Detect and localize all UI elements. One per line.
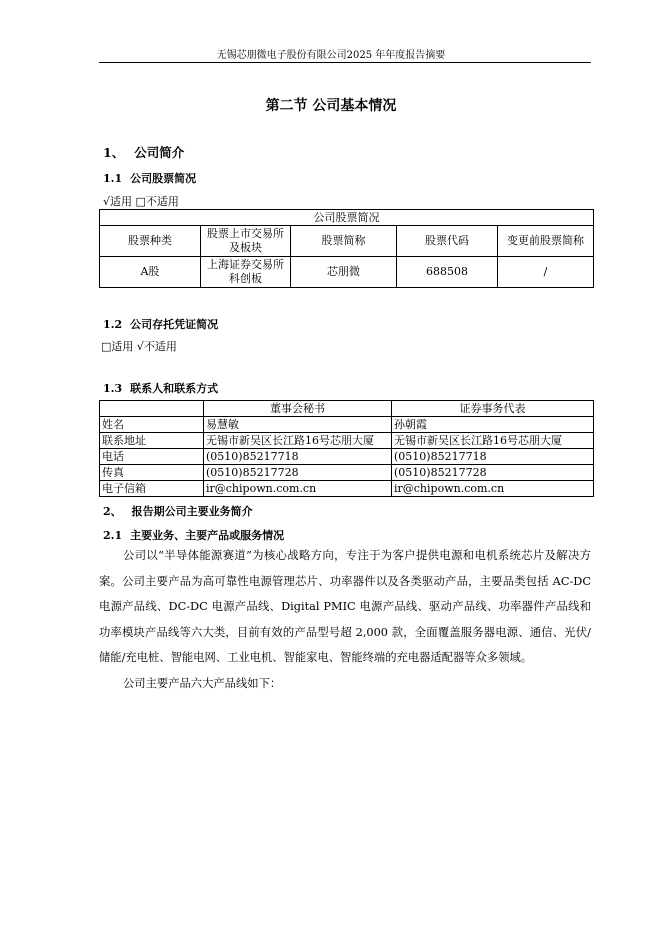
contact-label-email: 电子信箱 (100, 481, 204, 497)
heading-2-title: 报告期公司主要业务简介 (131, 505, 253, 518)
stock-header-short-name: 股票简称 (291, 226, 397, 257)
heading-2-1-num: 2.1 (103, 529, 123, 542)
stock-header-code: 股票代码 (397, 226, 498, 257)
heading-1-1 (103, 170, 196, 186)
header-rule (99, 62, 591, 63)
page-header: 无锡芯朋微电子股份有限公司2025 年年度报告摘要 (216, 50, 446, 61)
contact-secretary-email: ir@chipown.com.cn (204, 481, 392, 497)
contact-secretary-fax: (0510)85217728 (204, 465, 392, 481)
heading-1 (103, 143, 184, 161)
product-lines-intro: 公司主要产品六大产品线如下： (123, 676, 282, 690)
heading-1-title: 公司简介 (134, 145, 185, 160)
contact-representative-email: ir@chipown.com.cn (392, 481, 594, 497)
contact-table (99, 400, 594, 497)
contact-label-phone: 电话 (100, 449, 204, 465)
contact-secretary-name: 易慧敏 (204, 417, 392, 433)
heading-1-2-num: 1.2 (103, 318, 123, 331)
contact-header-blank (100, 401, 204, 417)
business-description (99, 543, 591, 696)
stock-header-exchange: 股票上市交易所及板块 (201, 226, 291, 257)
applicability-2: □适用 √不适用 (101, 340, 177, 353)
stock-table (99, 209, 594, 288)
heading-2-num: 2、 (103, 505, 122, 518)
contact-header-secretary: 董事会秘书 (204, 401, 392, 417)
heading-1-3-title: 联系人和联系方式 (130, 382, 219, 395)
business-paragraph: 公司以“半导体能源赛道”为核心战略方向，专注于为客户提供电源和电机系统芯片及解决方案。公司主要产品为高可靠性电源管理芯片、功率器件以及各类驱动产品，主要品类包括 AC-DC 电源产品线、DC-DC 电源产品线、Digital PMIC 电源产品线、驱动产品线、功率器件产品线和功率模块产品线等六大类，目前有效的产品型号超 2,000 款，全面覆盖服务器电源、通信、光伏/储能/充电桩、智能电网、工业电机、智能家电、智能终端的充电器适配器等众多领域。 (99, 549, 591, 664)
contact-label-name: 姓名 (100, 417, 204, 433)
heading-1-2 (103, 316, 218, 332)
stock-header-former-name: 变更前股票简称 (498, 226, 594, 257)
contact-secretary-phone: (0510)85217718 (204, 449, 392, 465)
applicability-1: √适用 □不适用 (103, 195, 179, 208)
section-title: 第二节 公司基本情况 (265, 98, 397, 114)
contact-header-representative: 证券事务代表 (392, 401, 594, 417)
stock-cell-type: A股 (100, 257, 201, 288)
stock-cell-former-name: / (498, 257, 594, 288)
stock-table-caption: 公司股票简况 (100, 210, 594, 226)
heading-2 (103, 503, 253, 519)
heading-1-num: 1、 (103, 145, 125, 160)
heading-1-2-title: 公司存托凭证简况 (130, 318, 219, 331)
heading-1-3 (103, 380, 218, 396)
heading-1-3-num: 1.3 (103, 382, 123, 395)
stock-cell-short-name: 芯朋微 (291, 257, 397, 288)
contact-representative-fax: (0510)85217728 (392, 465, 594, 481)
contact-representative-name: 孙朝霞 (392, 417, 594, 433)
heading-1-1-num: 1.1 (103, 172, 123, 185)
heading-2-1-title: 主要业务、主要产品或服务情况 (130, 529, 285, 542)
stock-header-type: 股票种类 (100, 226, 201, 257)
contact-label-fax: 传真 (100, 465, 204, 481)
heading-1-1-title: 公司股票简况 (130, 172, 197, 185)
contact-label-address: 联系地址 (100, 433, 204, 449)
contact-representative-address: 无锡市新吴区长江路16号芯朋大厦 (392, 433, 594, 449)
heading-2-1 (103, 527, 284, 543)
stock-cell-code: 688508 (397, 257, 498, 288)
contact-secretary-address: 无锡市新吴区长江路16号芯朋大厦 (204, 433, 392, 449)
contact-representative-phone: (0510)85217718 (392, 449, 594, 465)
stock-cell-exchange: 上海证券交易所科创板 (201, 257, 291, 288)
